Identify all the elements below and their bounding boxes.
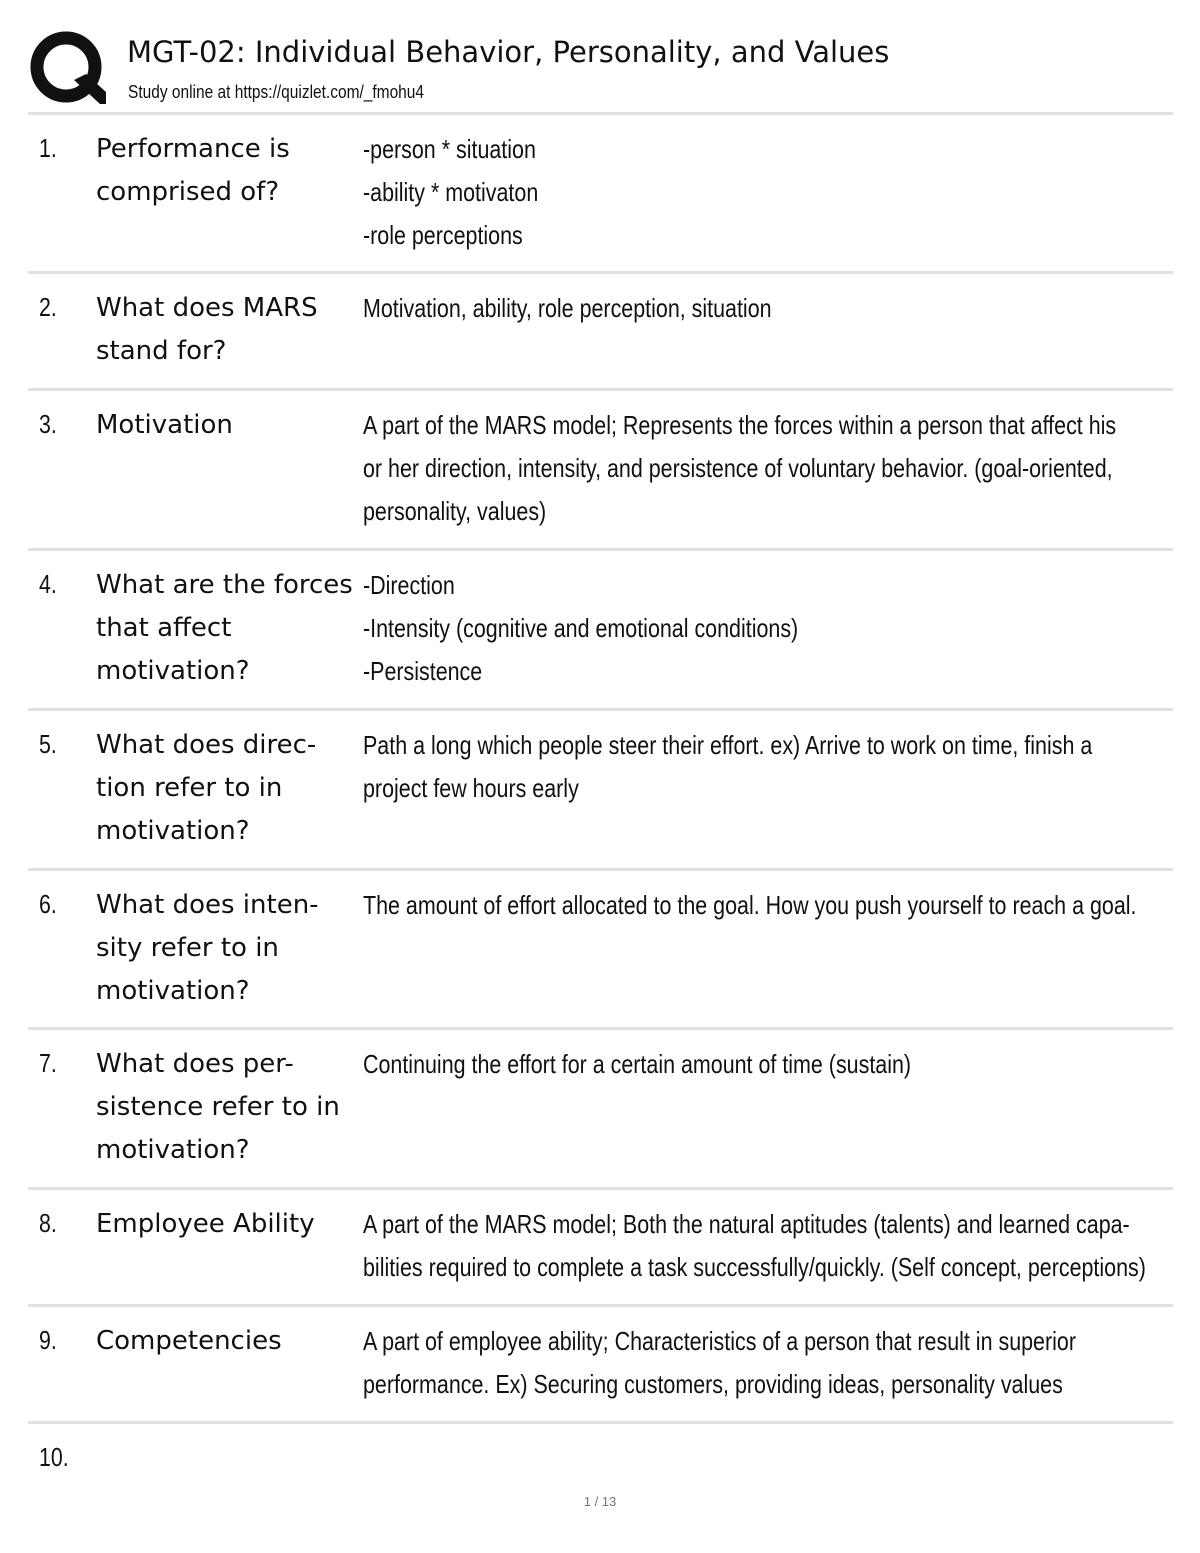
card-definition: -person * situation -ability * motivaton -role perceptions: [363, 134, 539, 250]
card-term: What does direc-tion refer to in motivation?: [96, 730, 317, 846]
card-term: What are the forces that affect motivation?: [96, 570, 353, 686]
card-number: 9.: [39, 1325, 57, 1355]
flashcard-row: [28, 1421, 1173, 1491]
card-term: Employee Ability: [96, 1209, 315, 1239]
card-definition: A part of the MARS model; Represents the forces within a person that affect his or her direction, intensity, and persistence of voluntary behavior. (goal-oriented, personality, values): [363, 410, 1117, 526]
card-number: 7.: [39, 1048, 57, 1078]
card-definition: The amount of effort allocated to the goal. How you push yourself to reach a goal.: [363, 890, 1137, 920]
card-definition: Motivation, ability, role perception, situation: [363, 293, 772, 323]
flashcard-row: [28, 868, 1173, 1027]
card-term: Motivation: [96, 410, 233, 440]
flashcard-row: [28, 271, 1173, 388]
card-definition: Continuing the effort for a certain amount of time (sustain): [363, 1049, 912, 1079]
card-term: What does per-sistence refer to in motivation?: [96, 1049, 340, 1165]
flashcard-row: [28, 1027, 1173, 1187]
flashcard-row: [28, 388, 1173, 548]
card-number: 5.: [39, 729, 57, 759]
flashcard-list: [28, 112, 1173, 1491]
study-online-link[interactable]: Study online at https://quizlet.com/_fmohu4: [128, 82, 425, 102]
card-number: 8.: [39, 1208, 57, 1238]
card-term: What does MARS stand for?: [96, 293, 318, 366]
card-definition: A part of the MARS model; Both the natural aptitudes (talents) and learned capa- bilities required to complete a task successfully/quickly. (Self concept, perceptions): [363, 1209, 1146, 1282]
card-term: Performance is comprised of?: [96, 134, 290, 207]
card-definition: Path a long which people steer their effort. ex) Arrive to work on time, finish a project few hours early: [363, 730, 1093, 803]
card-number: 6.: [39, 889, 57, 919]
quizlet-logo-icon: [30, 30, 106, 106]
card-term: Competencies: [96, 1326, 282, 1356]
card-number: 4.: [39, 569, 57, 599]
flashcard-row: [28, 1187, 1173, 1304]
card-number: 2.: [39, 292, 57, 322]
card-definition: A part of employee ability; Characteristics of a person that result in superior performance. Ex) Securing customers, providing ideas, personality values: [363, 1326, 1076, 1399]
card-term: What does inten-sity refer to in motivation?: [96, 890, 319, 1006]
flashcard-row: [28, 1304, 1173, 1421]
page-title: MGT-02: Individual Behavior, Personality, and Values: [127, 35, 890, 69]
card-number: 1.: [39, 133, 57, 163]
page-number: 1 / 13: [583, 1494, 617, 1509]
card-number: 3.: [39, 409, 57, 439]
flashcard-row: [28, 112, 1173, 271]
flashcard-row: [28, 548, 1173, 708]
card-definition: -Direction -Intensity (cognitive and emotional conditions) -Persistence: [363, 570, 799, 686]
flashcard-row: [28, 708, 1173, 868]
card-number: 10.: [39, 1442, 69, 1472]
